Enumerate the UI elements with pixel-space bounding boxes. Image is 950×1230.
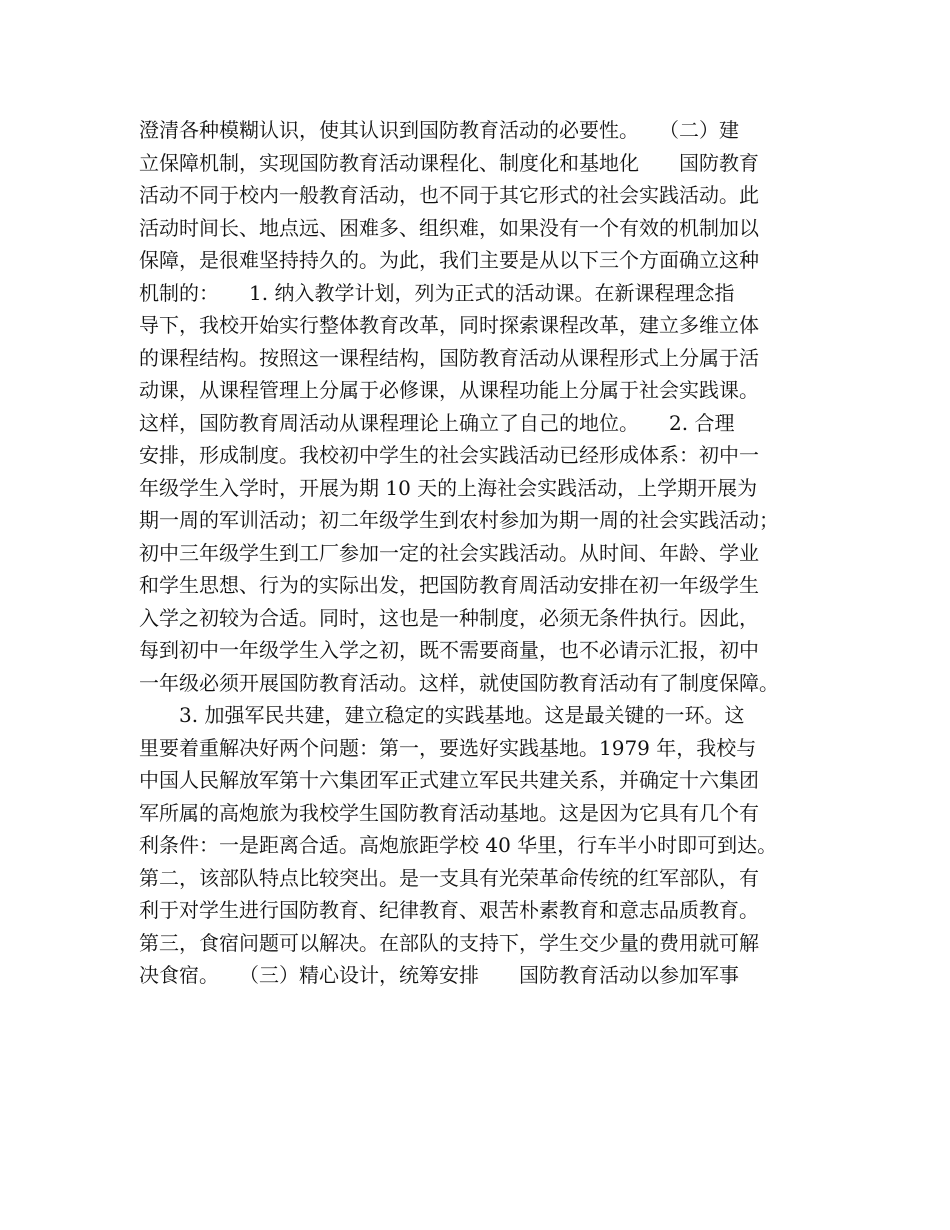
text-line: 第二，该部队特点比较突出。是一支具有光荣革命传统的红军部队，有	[139, 865, 759, 890]
text-line: 动课，从课程管理上分属于必修课，从课程功能上分属于社会实践课。	[139, 378, 759, 402]
text-line: 机制的： 1. 纳入教学计划，列为正式的活动课。在新课程理念指	[139, 280, 735, 305]
text-line: 里要着重解决好两个问题：第一，要选好实践基地。1979 年，我校与	[139, 735, 757, 760]
text-line: 中国人民解放军第十六集团军正式建立军民共建关系，并确定十六集团	[139, 768, 759, 792]
text-line: 决食宿。 （三）精心设计，统筹安排 国防教育活动以参加军事	[139, 963, 739, 987]
text-line: 这样，国防教育周活动从课程理论上确立了自己的地位。 2. 合理	[139, 410, 735, 435]
text-line: 立保障机制，实现国防教育活动课程化、制度化和基地化 国防教育	[139, 150, 759, 175]
text-line: 利于对学生进行国防教育、纪律教育、艰苦朴素教育和意志品质教育。	[139, 898, 759, 922]
text-line: 澄清各种模糊认识，使其认识到国防教育活动的必要性。 （二）建	[139, 118, 739, 142]
text-line: 安排，形成制度。我校初中学生的社会实践活动已经形成体系：初中一	[139, 443, 759, 467]
text-line: 期一周的军训活动；初二年级学生到农村参加为期一周的社会实践活动；	[139, 508, 779, 532]
text-line: 军所属的高炮旅为我校学生国防教育活动基地。这是因为它具有几个有	[139, 800, 759, 825]
text-line: 活动时间长、地点远、困难多、组织难，如果没有一个有效的机制加以	[139, 215, 759, 240]
text-line: 利条件：一是距离合适。高炮旅距学校 40 华里，行车半小时即可到达。	[139, 833, 778, 857]
text-line: 活动不同于校内一般教育活动，也不同于其它形式的社会实践活动。此	[139, 183, 759, 207]
text-line: 3. 加强军民共建，建立稳定的实践基地。这是最关键的一环。这	[139, 703, 745, 727]
text-line: 导下，我校开始实行整体教育改革，同时探索课程改革，建立多维立体	[139, 313, 759, 337]
text-line: 入学之初较为合适。同时，这也是一种制度，必须无条件执行。因此，	[139, 605, 759, 630]
text-line: 每到初中一年级学生入学之初，既不需要商量，也不必请示汇报，初中	[139, 638, 759, 662]
text-line: 的课程结构。按照这一课程结构，国防教育活动从课程形式上分属于活	[139, 345, 759, 370]
text-line: 第三，食宿问题可以解决。在部队的支持下，学生交少量的费用就可解	[139, 930, 759, 955]
text-line: 一年级必须开展国防教育活动。这样，就使国防教育活动有了制度保障。	[139, 670, 779, 695]
text-line: 保障，是很难坚持持久的。为此，我们主要是从以下三个方面确立这种	[139, 248, 759, 272]
text-line: 初中三年级学生到工厂参加一定的社会实践活动。从时间、年龄、学业	[139, 540, 759, 565]
body-text	[139, 114, 829, 992]
text-line: 和学生思想、行为的实际出发，把国防教育周活动安排在初一年级学生	[139, 573, 759, 597]
text-line: 年级学生入学时，开展为期 10 天的上海社会实践活动，上学期开展为	[139, 475, 758, 500]
